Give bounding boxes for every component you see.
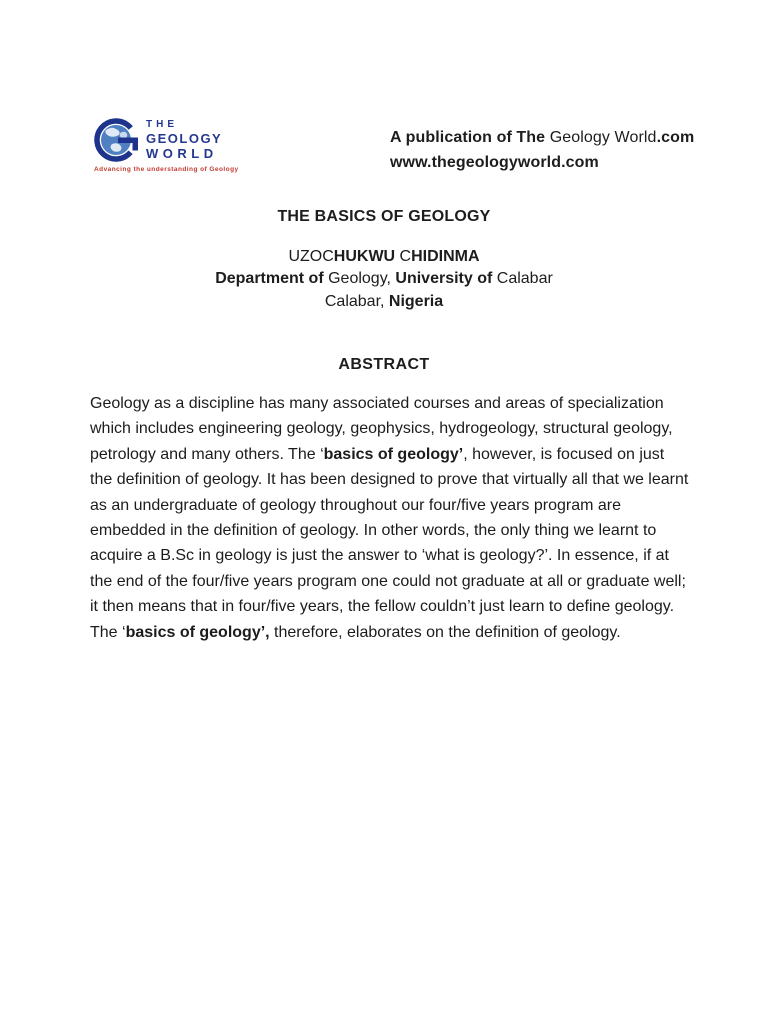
text-run: Geology, — [328, 270, 391, 288]
logo-top-row — [94, 116, 234, 164]
text-run: C — [399, 248, 412, 265]
geology-world-logo — [94, 116, 239, 173]
text-run: HUKWU — [333, 248, 400, 265]
text-run: .com — [656, 129, 695, 146]
abstract-paragraph — [90, 391, 690, 645]
logo-tagline: Advancing the understanding of Geology — [94, 166, 239, 173]
text-run: Department of — [215, 270, 329, 288]
logo-word-the: THE — [146, 119, 178, 130]
logo-word-geology: GEOLOGY — [146, 131, 223, 146]
text-run: Geology World — [549, 129, 657, 146]
document-title: THE BASICS OF GEOLOGY — [277, 208, 491, 225]
abstract-heading: ABSTRACT — [338, 356, 430, 373]
author-name — [0, 246, 768, 268]
website-url: www.thegeologyworld.com — [390, 154, 599, 171]
author-location — [0, 291, 768, 313]
text-run: therefore, elaborates on the definition of geology. — [269, 623, 621, 641]
logo-wordmark — [146, 120, 222, 160]
publication-info-block — [390, 125, 694, 175]
author-affiliation — [0, 268, 768, 290]
publication-line — [390, 125, 694, 150]
text-run: basics of geology’ — [323, 445, 464, 463]
text-run: UZOC — [288, 248, 334, 265]
text-run: Geology as a discipline has many associated courses and areas of specialization which includes engineering geology, geophysics, hydrogeology, structural geology, petrology and many others. The ‘ — [90, 395, 673, 463]
author-block — [0, 246, 768, 313]
text-run: A publication of The — [390, 129, 550, 146]
text-run: Nigeria — [384, 292, 444, 310]
text-run: Calabar, — [324, 292, 385, 310]
text-run: Calabar — [496, 270, 553, 288]
text-run: basics of geology’, — [125, 623, 270, 641]
globe-g-monogram-icon — [94, 116, 142, 164]
text-run: HIDINMA — [411, 248, 480, 265]
text-run: University of — [390, 270, 497, 288]
logo-word-world: WORLD — [146, 146, 218, 161]
text-run: , however, is focused on just the definition of geology. It has been designed to prove that virtually all that we learnt as an undergraduate of geology throughout our four/five years program are embedded in the definition of geology. In other words, the only thing we learnt to acquire a B.Sc in geology is just the answer to ‘what is geology?’. In essence, if at the end of the four/five years program one could not graduate at all or graduate well; it then means that in four/five years, the fellow couldn’t just learn to define geology. The ‘ — [90, 445, 689, 641]
